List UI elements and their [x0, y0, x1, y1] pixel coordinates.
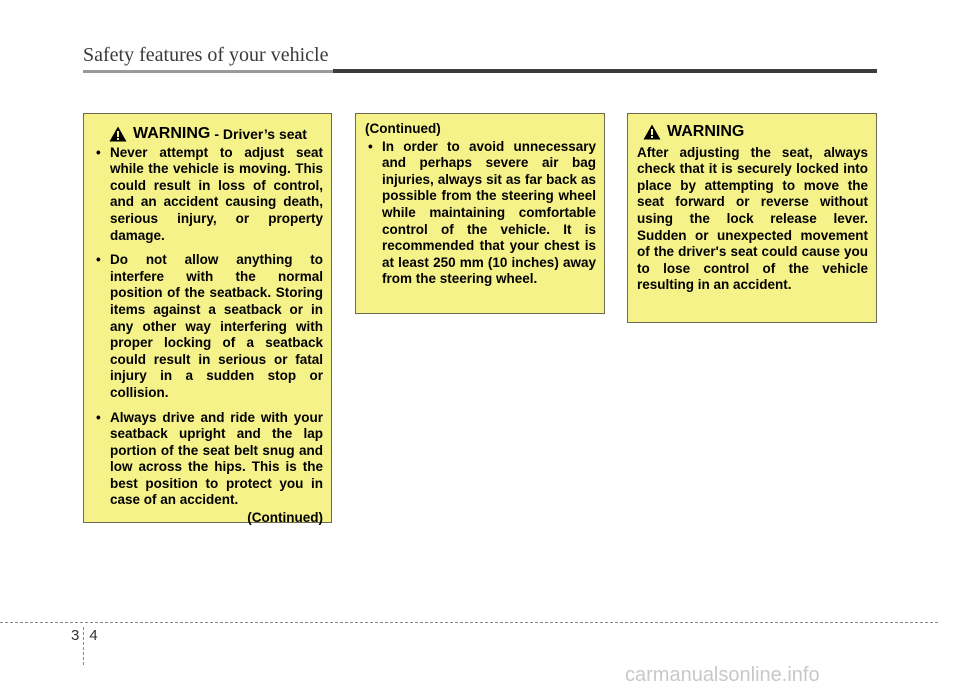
- warning-subtitle: - Driver’s seat: [214, 126, 307, 142]
- warning-box-drivers-seat: [83, 113, 332, 526]
- header-rule-light: [83, 70, 333, 73]
- page-number: 34: [71, 627, 108, 644]
- footer-dashed-rule: [0, 622, 938, 623]
- warning-heading: [93, 126, 323, 143]
- warning-bullet-list: [365, 139, 596, 288]
- warning-box-seat-lock: [627, 113, 877, 323]
- warning-label: WARNING: [667, 123, 745, 140]
- warning-triangle-icon: [643, 124, 661, 140]
- warning-triangle-icon: [109, 126, 127, 142]
- warning-box-continued: [355, 113, 605, 314]
- bullet-item: • Always drive and ride with your seatback upright and the lap portion of the seat belt snug and low across the hips. This is the best position to protect you in case of an accident.: [93, 410, 323, 510]
- continued-label: (Continued): [365, 121, 441, 136]
- continued-label: (Continued): [247, 510, 323, 526]
- watermark: carmanualsonline.info: [625, 664, 820, 686]
- bullet-item: • Do not allow anything to interfere with the normal position of the seatback. Storing items against a seatback or in any other way interfering with proper locking of a seatback could result in serious or fatal injury in a sudden stop or collision.: [93, 252, 323, 401]
- warning-bullet-list: [93, 145, 323, 509]
- warning-heading: [643, 124, 868, 141]
- header-rule-dark: [333, 69, 877, 73]
- bullet-item: • In order to avoid unnecessary and perhaps severe air bag injuries, always sit as far back as possible from the steering wheel while maintaining comfortable control of the vehicle. It is recommended that your chest is at least 250 mm (10 inches) away from the steering wheel.: [365, 139, 596, 288]
- page-header-title: Safety features of your vehicle: [83, 44, 329, 66]
- warning-label: WARNING: [133, 125, 211, 142]
- bullet-item: • Never attempt to adjust seat while the vehicle is moving. This could result in loss of control, and an accident causing death, serious injury, or property damage.: [93, 145, 323, 245]
- warning-text: After adjusting the seat, always check that it is securely locked into place by attempting to move the seat forward or reverse without using the lock release lever. Sudden or unexpected movement of the driver's seat could cause you to lose control of the vehicle resulting in an accident.: [637, 144, 868, 293]
